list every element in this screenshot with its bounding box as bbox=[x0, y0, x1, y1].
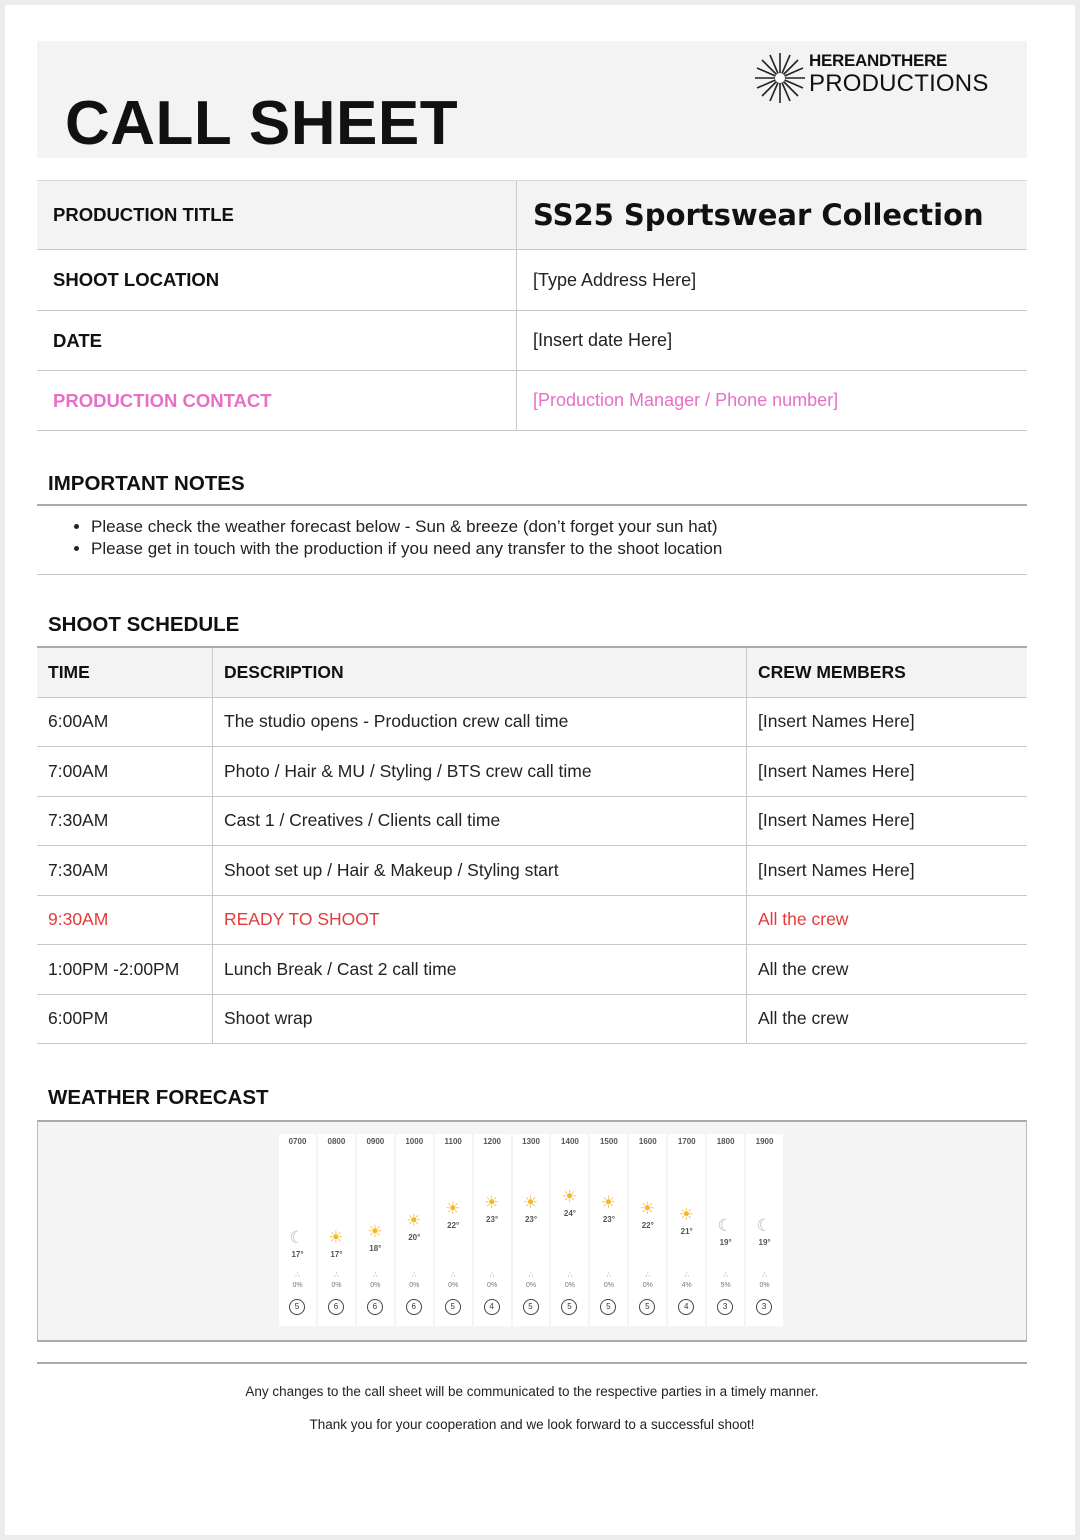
schedule-description: The studio opens - Production crew call time bbox=[213, 697, 747, 747]
forecast-hour bbox=[279, 1134, 316, 1326]
sun-icon: ☀ bbox=[600, 1193, 616, 1213]
schedule-time: 7:30AM bbox=[37, 796, 213, 846]
forecast-precipitation: 0% bbox=[370, 1282, 381, 1289]
forecast-time: 1400 bbox=[561, 1137, 579, 1146]
schedule-row bbox=[37, 945, 1027, 995]
forecast-temperature: 17° bbox=[291, 1250, 304, 1259]
shoot-schedule-heading: SHOOT SCHEDULE bbox=[48, 613, 240, 636]
schedule-row-highlight bbox=[37, 895, 1027, 945]
schedule-description: READY TO SHOOT bbox=[213, 895, 747, 945]
schedule-time: 7:00AM bbox=[37, 747, 213, 797]
forecast-temperature: 23° bbox=[602, 1215, 615, 1225]
weather-forecast-panel bbox=[37, 1120, 1027, 1342]
forecast-hour bbox=[746, 1134, 783, 1326]
raindrops-icon: ∴ bbox=[450, 1272, 456, 1279]
schedule-crew: [Insert Names Here] bbox=[747, 697, 1028, 747]
forecast-time: 0800 bbox=[327, 1137, 346, 1146]
forecast-temperature: 23° bbox=[524, 1215, 538, 1225]
sun-icon: ☀ bbox=[445, 1199, 461, 1218]
schedule-time: 1:00PM -2:00PM bbox=[37, 945, 213, 995]
raindrops-icon: ∴ bbox=[567, 1272, 573, 1279]
schedule-crew: All the crew bbox=[747, 945, 1028, 995]
forecast-time: 1500 bbox=[599, 1137, 618, 1146]
raindrops-icon: ∴ bbox=[606, 1272, 612, 1279]
forecast-wind-speed: 3 bbox=[756, 1299, 772, 1315]
forecast-precipitation: 0% bbox=[642, 1282, 653, 1289]
schedule-time: 7:30AM bbox=[37, 846, 213, 896]
schedule-description: Shoot wrap bbox=[213, 994, 747, 1044]
forecast-wind-speed: 5 bbox=[523, 1299, 539, 1315]
schedule-row bbox=[37, 697, 1027, 747]
forecast-hour bbox=[668, 1134, 705, 1326]
schedule-description: Photo / Hair & MU / Styling / BTS crew call time bbox=[213, 747, 747, 797]
production-title-label: PRODUCTION TITLE bbox=[37, 181, 517, 250]
raindrops-icon: ∴ bbox=[645, 1272, 651, 1279]
sun-icon: ☀ bbox=[328, 1228, 344, 1247]
production-info-table bbox=[37, 180, 1027, 431]
forecast-wind-speed: 3 bbox=[717, 1299, 733, 1315]
info-row-date bbox=[37, 311, 1027, 371]
schedule-time: 6:00AM bbox=[37, 697, 213, 747]
forecast-precipitation: 4% bbox=[681, 1282, 692, 1289]
starburst-logo-icon bbox=[750, 52, 810, 104]
forecast-precipitation: 5% bbox=[720, 1282, 731, 1289]
shoot-location-label: SHOOT LOCATION bbox=[37, 250, 517, 311]
column-header-crew: CREW MEMBERS bbox=[747, 647, 1028, 697]
forecast-precipitation: 0% bbox=[448, 1282, 459, 1289]
forecast-time: 0900 bbox=[366, 1137, 385, 1146]
raindrops-icon: ∴ bbox=[295, 1272, 300, 1279]
schedule-time: 9:30AM bbox=[37, 895, 213, 945]
forecast-wind-speed: 6 bbox=[328, 1299, 344, 1315]
forecast-temperature: 19° bbox=[719, 1238, 732, 1248]
forecast-temperature: 24° bbox=[563, 1209, 576, 1219]
note-item: • Please check the weather forecast below - Sun & breeze (don’t forget your sun hat) bbox=[91, 516, 1027, 538]
schedule-crew: All the crew bbox=[747, 994, 1028, 1044]
sun-icon: ☀ bbox=[406, 1210, 422, 1230]
schedule-description: Lunch Break / Cast 2 call time bbox=[213, 945, 747, 995]
forecast-time: 0700 bbox=[288, 1137, 307, 1146]
forecast-wind-speed: 5 bbox=[639, 1299, 655, 1315]
moon-icon: ☾ bbox=[756, 1216, 772, 1236]
forecast-hour bbox=[551, 1134, 588, 1326]
forecast-time: 1700 bbox=[677, 1137, 696, 1146]
date-label: DATE bbox=[37, 311, 517, 371]
schedule-crew: [Insert Names Here] bbox=[747, 846, 1028, 896]
schedule-description: Shoot set up / Hair & Makeup / Styling start bbox=[213, 846, 747, 896]
forecast-hour bbox=[357, 1134, 394, 1326]
raindrops-icon: ∴ bbox=[412, 1272, 417, 1279]
notes-list bbox=[37, 516, 1027, 560]
forecast-precipitation: 0% bbox=[292, 1282, 303, 1289]
forecast-precipitation: 0% bbox=[487, 1282, 498, 1289]
sun-icon: ☀ bbox=[561, 1187, 578, 1207]
note-item: • Please get in touch with the production if you need any transfer to the shoot location bbox=[91, 538, 1027, 560]
footer-note: Any changes to the call sheet will be communicated to the respective parties in a timely manner. bbox=[245, 1384, 819, 1399]
forecast-precipitation: 0% bbox=[759, 1282, 770, 1289]
forecast-temperature: 18° bbox=[369, 1244, 382, 1254]
brand-name-line1: HEREANDTHERE bbox=[809, 51, 948, 70]
info-row-production-title bbox=[37, 181, 1027, 250]
forecast-wind-speed: 4 bbox=[484, 1299, 500, 1315]
forecast-hour bbox=[513, 1134, 550, 1326]
schedule-crew: [Insert Names Here] bbox=[747, 796, 1028, 846]
forecast-time: 1200 bbox=[483, 1137, 501, 1146]
forecast-wind-speed: 6 bbox=[367, 1299, 383, 1315]
forecast-wind-speed: 6 bbox=[406, 1299, 422, 1315]
forecast-time: 1300 bbox=[522, 1137, 540, 1146]
raindrops-icon: ∴ bbox=[373, 1272, 378, 1279]
forecast-hour bbox=[474, 1134, 511, 1326]
forecast-hour bbox=[707, 1134, 744, 1326]
schedule-row bbox=[37, 747, 1027, 797]
production-contact-label: PRODUCTION CONTACT bbox=[37, 371, 517, 431]
schedule-time: 6:00PM bbox=[37, 994, 213, 1044]
raindrops-icon: ∴ bbox=[762, 1272, 767, 1279]
forecast-hour bbox=[396, 1134, 433, 1326]
forecast-wind-speed: 5 bbox=[445, 1299, 461, 1315]
footer-thanks: Thank you for your cooperation and we look forward to a successful shoot! bbox=[309, 1417, 755, 1432]
forecast-hour bbox=[629, 1134, 666, 1326]
forecast-hour bbox=[435, 1134, 472, 1326]
schedule-crew: All the crew bbox=[747, 895, 1028, 945]
brand-name-line2: PRODUCTIONS bbox=[809, 70, 989, 97]
forecast-wind-speed: 5 bbox=[561, 1299, 577, 1315]
shoot-schedule-table bbox=[37, 646, 1027, 1044]
forecast-hour bbox=[318, 1134, 355, 1326]
forecast-wind-speed: 4 bbox=[678, 1299, 694, 1315]
production-contact-value: [Production Manager / Phone number] bbox=[517, 371, 1028, 431]
moon-icon: ☾ bbox=[289, 1228, 305, 1247]
date-value: [Insert date Here] bbox=[517, 311, 1028, 371]
sun-icon: ☀ bbox=[483, 1193, 500, 1213]
moon-icon: ☾ bbox=[717, 1216, 733, 1236]
page-title: CALL SHEET bbox=[65, 89, 459, 158]
forecast-temperature: 23° bbox=[486, 1215, 499, 1225]
sun-icon: ☀ bbox=[639, 1199, 655, 1218]
info-row-production-contact bbox=[37, 371, 1027, 431]
forecast-temperature: 19° bbox=[758, 1238, 771, 1248]
forecast-wind-speed: 5 bbox=[289, 1299, 305, 1315]
raindrops-icon: ∴ bbox=[723, 1272, 728, 1279]
forecast-precipitation: 0% bbox=[331, 1282, 342, 1289]
sun-icon: ☀ bbox=[522, 1193, 539, 1213]
forecast-temperature: 21° bbox=[680, 1226, 693, 1236]
forecast-temperature: 22° bbox=[447, 1221, 460, 1230]
forecast-temperature: 22° bbox=[641, 1221, 654, 1230]
raindrops-icon: ∴ bbox=[684, 1272, 689, 1279]
important-notes bbox=[37, 504, 1027, 575]
sun-icon: ☀ bbox=[678, 1204, 694, 1224]
weather-forecast-heading: WEATHER FORECAST bbox=[48, 1086, 269, 1109]
raindrops-icon: ∴ bbox=[489, 1272, 495, 1279]
raindrops-icon: ∴ bbox=[528, 1272, 534, 1279]
forecast-time: 1000 bbox=[405, 1137, 424, 1146]
schedule-description: Cast 1 / Creatives / Clients call time bbox=[213, 796, 747, 846]
forecast-wind-speed: 5 bbox=[600, 1299, 616, 1315]
column-header-time: TIME bbox=[37, 647, 213, 697]
production-title-value: SS25 Sportswear Collection bbox=[517, 181, 1028, 250]
forecast-time: 1800 bbox=[716, 1137, 735, 1146]
forecast-hour bbox=[590, 1134, 627, 1326]
schedule-row bbox=[37, 846, 1027, 896]
shoot-location-value: [Type Address Here] bbox=[517, 250, 1028, 311]
schedule-row bbox=[37, 796, 1027, 846]
forecast-temperature: 20° bbox=[408, 1232, 421, 1242]
forecast-precipitation: 0% bbox=[603, 1282, 614, 1289]
forecast-precipitation: 0% bbox=[525, 1282, 537, 1289]
important-notes-heading: IMPORTANT NOTES bbox=[48, 472, 245, 495]
info-row-shoot-location bbox=[37, 250, 1027, 311]
schedule-header-row bbox=[37, 647, 1027, 697]
schedule-crew: [Insert Names Here] bbox=[747, 747, 1028, 797]
forecast-precipitation: 0% bbox=[564, 1282, 576, 1289]
column-header-description: DESCRIPTION bbox=[213, 647, 747, 697]
sun-icon: ☀ bbox=[367, 1222, 383, 1242]
hourly-forecast-strip bbox=[279, 1134, 785, 1326]
schedule-row bbox=[37, 994, 1027, 1044]
footer-divider bbox=[37, 1362, 1027, 1364]
forecast-time: 1900 bbox=[755, 1137, 774, 1146]
forecast-time: 1100 bbox=[444, 1137, 462, 1146]
forecast-precipitation: 0% bbox=[409, 1282, 420, 1289]
forecast-temperature: 17° bbox=[330, 1250, 343, 1259]
raindrops-icon: ∴ bbox=[334, 1272, 339, 1279]
forecast-time: 1600 bbox=[638, 1137, 657, 1146]
